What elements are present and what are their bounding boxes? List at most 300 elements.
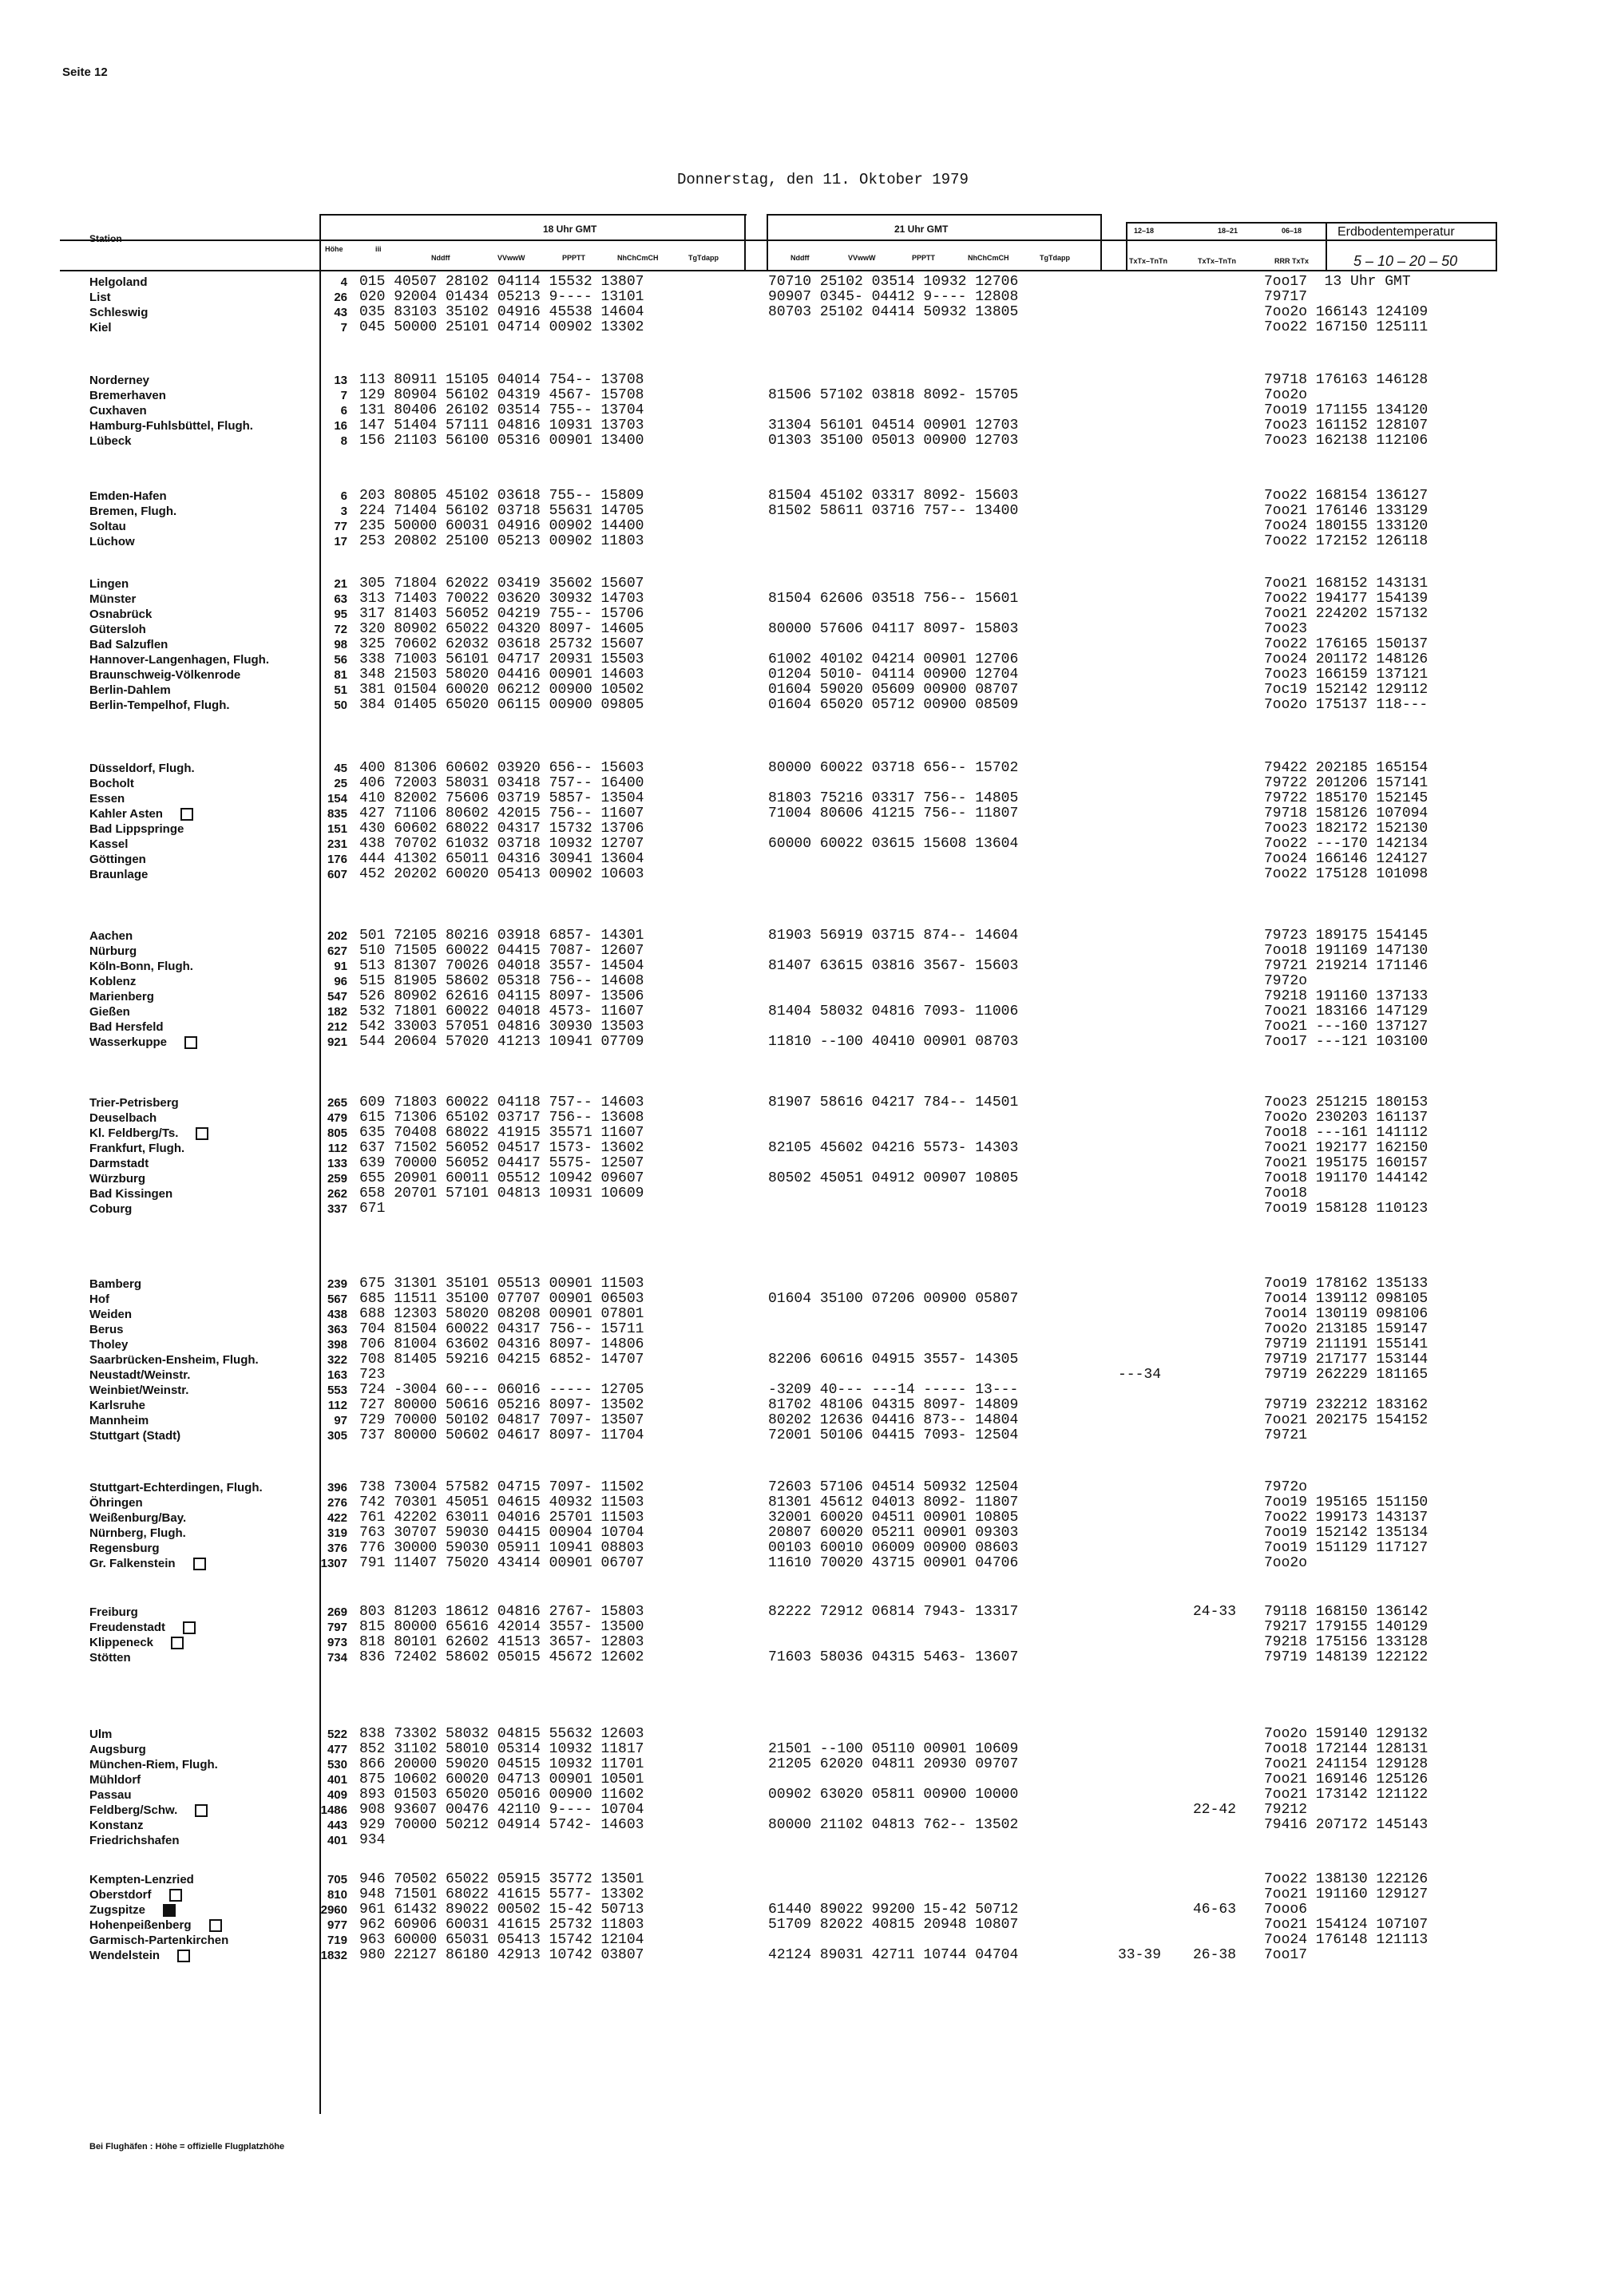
obs-21-gmt: 20807 60020 05211 00901 09303: [768, 1525, 1019, 1541]
obs-21-gmt: 81702 48106 04315 8097- 14809: [768, 1397, 1019, 1413]
obs-21-gmt: 01604 35100 07206 00900 05807: [768, 1291, 1019, 1307]
station-height: 376: [327, 1542, 347, 1555]
station-name: Karlsruhe: [89, 1399, 146, 1412]
station-name: Cuxhaven: [89, 404, 147, 418]
header-nddff: Nddff: [431, 254, 450, 262]
station-height: 95: [334, 608, 347, 621]
date-headline: Donnerstag, den 11. Oktober 1979: [677, 171, 969, 188]
obs-18-gmt: 639 70000 56052 04417 5575- 12507: [359, 1155, 644, 1171]
station-height: 607: [327, 868, 347, 881]
obs-18-gmt: 400 81306 60602 03920 656-- 15603: [359, 760, 644, 776]
max-min-12-18: 33-39: [1118, 1947, 1162, 1963]
ground-temperature: 7oc19 152142 129112: [1264, 682, 1429, 698]
obs-21-gmt: 11610 70020 43715 00901 04706: [768, 1555, 1019, 1571]
station-name: Essen: [89, 792, 125, 806]
obs-18-gmt: 317 81403 56052 04219 755-- 15706: [359, 606, 644, 622]
obs-18-gmt: 410 82002 75606 03719 5857- 13504: [359, 790, 644, 806]
header-tgtd-21: TgTdapp: [1040, 254, 1070, 262]
station-height: 810: [327, 1888, 347, 1902]
station-name: Weinbiet/Weinstr.: [89, 1384, 189, 1397]
obs-18-gmt: 866 20000 59020 04515 10932 11701: [359, 1756, 644, 1772]
station-height: 98: [334, 638, 347, 651]
mountain-station-marker-icon: [169, 1889, 182, 1902]
obs-18-gmt: 510 71505 60022 04415 7087- 12607: [359, 943, 644, 959]
obs-18-gmt: 836 72402 58602 05015 45672 12602: [359, 1649, 644, 1665]
station-height: 719: [327, 1934, 347, 1947]
obs-18-gmt: 035 83103 35102 04916 45538 14604: [359, 304, 644, 320]
ground-temperature: 7oo23 166159 137121: [1264, 667, 1429, 683]
obs-21-gmt: 90907 0345- 04412 9---- 12808: [768, 289, 1019, 305]
station-name: Hannover-Langenhagen, Flugh.: [89, 653, 270, 667]
station-name: Weiden: [89, 1308, 133, 1321]
station-height: 7: [340, 321, 347, 335]
obs-18-gmt: 156 21103 56100 05316 00901 13400: [359, 433, 644, 449]
obs-18-gmt: 980 22127 86180 42913 10742 03807: [359, 1947, 644, 1963]
obs-18-gmt: 526 80902 62616 04115 8097- 13506: [359, 988, 644, 1004]
station-name: Klippeneck: [89, 1635, 184, 1650]
ground-temperature: 7oo21 192177 162150: [1264, 1140, 1429, 1156]
ground-temperature: 79723 189175 154145: [1264, 928, 1429, 944]
ground-temperature: 7oo22 ---170 142134: [1264, 836, 1429, 852]
ground-temperature: 79718 176163 146128: [1264, 372, 1429, 388]
station-height: 112: [327, 1142, 347, 1155]
mountain-station-marker-icon: [195, 1804, 208, 1817]
station-name: Norderney: [89, 374, 150, 387]
station-height: 567: [327, 1292, 347, 1306]
station-name: Zugspitze: [89, 1902, 176, 1918]
ground-temperature: 7oo14 130119 098106: [1264, 1306, 1429, 1322]
obs-18-gmt: 635 70408 68022 41915 35571 11607: [359, 1125, 644, 1141]
station-height: 81: [334, 668, 347, 682]
station-height: 212: [327, 1020, 347, 1034]
header-18-uhr: 18 Uhr GMT: [543, 224, 597, 235]
station-name: Friedrichshafen: [89, 1834, 180, 1847]
page-number: Seite 12: [62, 65, 108, 79]
ground-temperature: 7oo18 191170 144142: [1264, 1170, 1429, 1186]
ground-temperature: 79422 202185 165154: [1264, 760, 1429, 776]
mountain-station-marker-icon: [184, 1036, 197, 1049]
station-height: 322: [327, 1353, 347, 1367]
obs-21-gmt: 21205 62020 04811 20930 09707: [768, 1756, 1019, 1772]
mountain-station-marker-icon: [177, 1950, 190, 1962]
max-min-18-21: 46-63: [1193, 1902, 1237, 1918]
station-height: 973: [327, 1636, 347, 1649]
mountain-station-marker-icon: [209, 1919, 222, 1932]
station-height: 182: [327, 1005, 347, 1019]
station-height: 401: [327, 1834, 347, 1847]
obs-21-gmt: 71004 80606 41215 756-- 11807: [768, 806, 1019, 821]
obs-21-gmt: 81502 58611 03716 757-- 13400: [768, 503, 1019, 519]
station-name: Ulm: [89, 1728, 113, 1741]
ground-temperature: 79717: [1264, 289, 1308, 305]
station-name: Bad Kissingen: [89, 1187, 173, 1201]
station-height: 363: [327, 1323, 347, 1336]
ground-temperature: 79722 185170 152145: [1264, 790, 1429, 806]
station-height: 25: [334, 777, 347, 790]
max-min-18-21: 22-42: [1193, 1802, 1237, 1818]
station-height: 50: [334, 699, 347, 712]
ground-temperature: 7oo21 183166 147129: [1264, 1004, 1429, 1019]
obs-21-gmt: 11810 --100 40410 00901 08703: [768, 1034, 1019, 1050]
station-name: Weißenburg/Bay.: [89, 1511, 187, 1525]
station-height: 6: [340, 489, 347, 503]
obs-18-gmt: 729 70000 50102 04817 7097- 13507: [359, 1412, 644, 1428]
obs-21-gmt: 61002 40102 04214 00901 12706: [768, 651, 1019, 667]
header-18-21: 18–21: [1218, 227, 1238, 235]
obs-21-gmt: 61440 89022 99200 15-42 50712: [768, 1902, 1019, 1918]
station-height: 231: [327, 837, 347, 851]
ground-temperature: 7oo2o 175137 118---: [1264, 697, 1429, 713]
station-height: 553: [327, 1384, 347, 1397]
station-name: Nürnberg, Flugh.: [89, 1526, 186, 1540]
ground-temperature: 7oo22 199173 143137: [1264, 1510, 1429, 1526]
ground-temperature: 7oo14 139112 098105: [1264, 1291, 1429, 1307]
column-divider: [1326, 222, 1327, 271]
station-height: 151: [327, 822, 347, 836]
station-name: Kahler Asten: [89, 806, 193, 821]
station-name: Nürburg: [89, 944, 137, 958]
station-name: Feldberg/Schw.: [89, 1803, 208, 1818]
station-name: Mannheim: [89, 1414, 149, 1427]
station-height: 2960: [320, 1903, 347, 1917]
station-name: Kl. Feldberg/Ts.: [89, 1126, 208, 1141]
station-name: Freiburg: [89, 1605, 138, 1619]
station-name: Oberstdorf: [89, 1887, 182, 1902]
obs-18-gmt: 609 71803 60022 04118 757-- 14603: [359, 1095, 644, 1110]
station-height: 921: [327, 1035, 347, 1049]
obs-18-gmt: 615 71306 65102 03717 756-- 13608: [359, 1110, 644, 1126]
ground-temperature: 79718 158126 107094: [1264, 806, 1429, 821]
station-name: Münster: [89, 592, 137, 606]
mountain-station-marker-icon: [183, 1621, 196, 1634]
station-name: Braunschweig-Völkenrode: [89, 668, 241, 682]
station-name: Marienberg: [89, 990, 154, 1004]
obs-21-gmt: 80703 25102 04414 50932 13805: [768, 304, 1019, 320]
obs-18-gmt: 655 20901 60011 05512 10942 09607: [359, 1170, 644, 1186]
column-divider: [1496, 222, 1497, 271]
obs-18-gmt: 131 80406 26102 03514 755-- 13704: [359, 402, 644, 418]
header-21-uhr: 21 Uhr GMT: [894, 224, 949, 235]
obs-18-gmt: 961 61432 89022 00502 15-42 50713: [359, 1902, 644, 1918]
max-min-18-21: 24-33: [1193, 1604, 1237, 1620]
obs-21-gmt: 01604 59020 05609 00900 08707: [768, 682, 1019, 698]
ground-temperature: 7oo21 224202 157132: [1264, 606, 1429, 622]
station-height: 522: [327, 1728, 347, 1741]
ground-temperature: 79118 168150 136142: [1264, 1604, 1429, 1620]
ground-temperature: 7oo24 180155 133120: [1264, 518, 1429, 534]
ground-temperature: 7ooo6: [1264, 1902, 1308, 1918]
obs-21-gmt: 51709 82022 40815 20948 10807: [768, 1917, 1019, 1933]
station-height: 1307: [320, 1557, 347, 1570]
ground-temperature: 79217 179155 140129: [1264, 1619, 1429, 1635]
obs-21-gmt: 81903 56919 03715 874-- 14604: [768, 928, 1019, 944]
station-height: 51: [334, 683, 347, 697]
obs-18-gmt: 708 81405 59216 04215 6852- 14707: [359, 1352, 644, 1368]
ground-temperature: 7oo22 194177 154139: [1264, 591, 1429, 607]
station-name: Augsburg: [89, 1743, 146, 1756]
obs-18-gmt: 430 60602 68022 04317 15732 13706: [359, 821, 644, 837]
station-name: Bremerhaven: [89, 389, 166, 402]
station-height: 4: [340, 275, 347, 289]
ground-temperature: 7oo23 251215 180153: [1264, 1095, 1429, 1110]
obs-18-gmt: 738 73004 57582 04715 7097- 11502: [359, 1479, 644, 1495]
station-height: 17: [334, 535, 347, 548]
ground-temperature: 79212: [1264, 1802, 1308, 1818]
obs-18-gmt: 946 70502 65022 05915 35772 13501: [359, 1871, 644, 1887]
ground-temperature: 7oo21 241154 129128: [1264, 1756, 1429, 1772]
obs-18-gmt: 671: [359, 1201, 386, 1217]
obs-21-gmt: 32001 60020 04511 00901 10805: [768, 1510, 1019, 1526]
station-height: 1486: [320, 1803, 347, 1817]
obs-18-gmt: 963 60000 65031 05413 15742 12104: [359, 1932, 644, 1948]
station-height: 6: [340, 404, 347, 418]
header-nddff-21: Nddff: [791, 254, 810, 262]
ground-temperature: 7oo17 13 Uhr GMT: [1264, 274, 1411, 290]
ground-temperature: 7972o: [1264, 973, 1308, 989]
ground-temperature: 7oo22 176165 150137: [1264, 636, 1429, 652]
station-height: 7: [340, 389, 347, 402]
obs-18-gmt: 838 73302 58032 04815 55632 12603: [359, 1726, 644, 1742]
ground-temperature: 7oo24 166146 124127: [1264, 851, 1429, 867]
header-wwww-21: VVwwW: [848, 254, 876, 262]
obs-18-gmt: 706 81004 63602 04316 8097- 14806: [359, 1336, 644, 1352]
ground-temperature: 79719 232212 183162: [1264, 1397, 1429, 1413]
obs-18-gmt: 015 40507 28102 04114 15532 13807: [359, 274, 644, 290]
ground-temperature: 7oo19 151129 117127: [1264, 1540, 1429, 1556]
station-name: Lüchow: [89, 535, 135, 548]
mountain-station-marker-icon: [180, 808, 193, 821]
station-height: 63: [334, 592, 347, 606]
ground-temperature: 7oo2o 230203 161137: [1264, 1110, 1429, 1126]
obs-21-gmt: 00902 63020 05811 00900 10000: [768, 1787, 1019, 1803]
obs-18-gmt: 313 71403 70022 03620 30932 14703: [359, 591, 644, 607]
station-name: Coburg: [89, 1202, 133, 1216]
station-name: Osnabrück: [89, 608, 153, 621]
station-name: Lingen: [89, 577, 129, 591]
obs-18-gmt: 542 33003 57051 04816 30930 13503: [359, 1019, 644, 1035]
station-height: 8: [340, 434, 347, 448]
obs-21-gmt: 81301 45612 04013 8092- 11807: [768, 1494, 1019, 1510]
obs-21-gmt: 00103 60010 06009 00900 08603: [768, 1540, 1019, 1556]
station-name: Koblenz: [89, 975, 137, 988]
station-name: Frankfurt, Flugh.: [89, 1142, 185, 1155]
obs-18-gmt: 532 71801 60022 04018 4573- 11607: [359, 1004, 644, 1019]
station-name: Köln-Bonn, Flugh.: [89, 960, 193, 973]
station-height: 72: [334, 623, 347, 636]
station-height: 401: [327, 1773, 347, 1787]
station-height: 627: [327, 944, 347, 958]
station-height: 479: [327, 1111, 347, 1125]
station-height: 16: [334, 419, 347, 433]
ground-temperature: 79416 207172 145143: [1264, 1817, 1429, 1833]
ground-temperature: 79218 191160 137133: [1264, 988, 1429, 1004]
obs-18-gmt: 501 72105 80216 03918 6857- 14301: [359, 928, 644, 944]
ground-temperature: 79722 201206 157141: [1264, 775, 1429, 791]
station-name: Bad Salzuflen: [89, 638, 168, 651]
station-name: Berus: [89, 1323, 124, 1336]
ground-temperature: 7oo19 152142 135134: [1264, 1525, 1429, 1541]
ground-temperature: 79719 262229 181165: [1264, 1367, 1429, 1383]
station-height: 259: [327, 1172, 347, 1186]
obs-18-gmt: 113 80911 15105 04014 754-- 13708: [359, 372, 644, 388]
ground-temperature: 7oo2o: [1264, 387, 1308, 403]
obs-18-gmt: 776 30000 59030 05911 10941 08803: [359, 1540, 644, 1556]
station-name: München-Riem, Flugh.: [89, 1758, 218, 1771]
obs-18-gmt: 515 81905 58602 05318 756-- 14608: [359, 973, 644, 989]
header-nh-21: NhChCmCH: [968, 254, 1009, 262]
obs-18-gmt: 305 71804 62022 03419 35602 15607: [359, 576, 644, 592]
obs-18-gmt: 791 11407 75020 43414 00901 06707: [359, 1555, 644, 1571]
station-height: 797: [327, 1621, 347, 1634]
obs-21-gmt: 01303 35100 05013 00900 12703: [768, 433, 1019, 449]
obs-18-gmt: 320 80902 65022 04320 8097- 14605: [359, 621, 644, 637]
station-name: Freudenstadt: [89, 1620, 196, 1635]
obs-18-gmt: 129 80904 56102 04319 4567- 15708: [359, 387, 644, 403]
obs-21-gmt: 81407 63615 03816 3567- 15603: [768, 958, 1019, 974]
ground-temperature: 7oo22 167150 125111: [1264, 319, 1429, 335]
obs-21-gmt: 21501 --100 05110 00901 10609: [768, 1741, 1019, 1757]
obs-21-gmt: 31304 56101 04514 00901 12703: [768, 418, 1019, 433]
header-rule-21: [767, 214, 1102, 216]
obs-18-gmt: 637 71502 56052 04517 1573- 13602: [359, 1140, 644, 1156]
mountain-station-marker-icon: [163, 1904, 176, 1917]
station-height: 26: [334, 291, 347, 304]
obs-18-gmt: 948 71501 68022 41615 5577- 13302: [359, 1886, 644, 1902]
ground-temperature: 7oo24 201172 148126: [1264, 651, 1429, 667]
header-rule-right: [1126, 222, 1497, 224]
station-name: Mühldorf: [89, 1773, 141, 1787]
station-height: 409: [327, 1788, 347, 1802]
mountain-station-marker-icon: [171, 1637, 184, 1649]
obs-21-gmt: 82105 45602 04216 5573- 14303: [768, 1140, 1019, 1156]
header-erdbodentemperatur: Erdbodentemperatur: [1337, 225, 1455, 239]
column-divider: [744, 214, 746, 271]
obs-18-gmt: 203 80805 45102 03618 755-- 15809: [359, 488, 644, 504]
station-name: Tholey: [89, 1338, 129, 1352]
station-height: 438: [327, 1308, 347, 1321]
header-rule-mid: [60, 239, 1497, 241]
station-name: Stuttgart-Echterdingen, Flugh.: [89, 1481, 263, 1494]
station-name: Bad Lippspringe: [89, 822, 184, 836]
station-name: Emden-Hafen: [89, 489, 167, 503]
station-height: 422: [327, 1511, 347, 1525]
header-depths: 5 – 10 – 20 – 50: [1353, 253, 1458, 269]
station-height: 443: [327, 1819, 347, 1832]
obs-18-gmt: 929 70000 50212 04914 5742- 14603: [359, 1817, 644, 1833]
ground-temperature: 79719 217177 153144: [1264, 1352, 1429, 1368]
station-name: Stuttgart (Stadt): [89, 1429, 181, 1443]
obs-18-gmt: 934: [359, 1832, 386, 1848]
station-name: Düsseldorf, Flugh.: [89, 762, 195, 775]
obs-18-gmt: 438 70702 61032 03718 10932 12707: [359, 836, 644, 852]
station-height: 269: [327, 1605, 347, 1619]
ground-temperature: 7oo21 154124 107107: [1264, 1917, 1429, 1933]
ground-temperature: 7oo19 158128 110123: [1264, 1201, 1429, 1217]
station-name: Deuselbach: [89, 1111, 157, 1125]
obs-18-gmt: 962 60906 60031 41615 25732 11803: [359, 1917, 644, 1933]
obs-21-gmt: 01604 65020 05712 00900 08509: [768, 697, 1019, 713]
station-name: Saarbrücken-Ensheim, Flugh.: [89, 1353, 259, 1367]
header-pppp: PPPTT: [562, 254, 586, 262]
ground-temperature: 7oo2o 213185 159147: [1264, 1321, 1429, 1337]
station-height: 13: [334, 374, 347, 387]
obs-18-gmt: 325 70602 62032 03618 25732 15607: [359, 636, 644, 652]
station-height: 396: [327, 1481, 347, 1494]
obs-21-gmt: 60000 60022 03615 15608 13604: [768, 836, 1019, 852]
ground-temperature: 7oo18: [1264, 1186, 1308, 1201]
station-name: Schleswig: [89, 306, 149, 319]
station-height: 337: [327, 1202, 347, 1216]
station-height: 202: [327, 929, 347, 943]
station-height: 163: [327, 1368, 347, 1382]
obs-18-gmt: 147 51404 57111 04816 10931 13703: [359, 418, 644, 433]
station-name: Hohenpeißenberg: [89, 1918, 222, 1933]
ground-temperature: 7oo21 ---160 137127: [1264, 1019, 1429, 1035]
ground-temperature: 7oo19 178162 135133: [1264, 1276, 1429, 1292]
ground-temperature: 7oo21 191160 129127: [1264, 1886, 1429, 1902]
ground-temperature: 79719 211191 155141: [1264, 1336, 1429, 1352]
station-height: 176: [327, 853, 347, 866]
station-height: 276: [327, 1496, 347, 1510]
station-name: Soltau: [89, 520, 126, 533]
ground-temperature: 7oo21 176146 133129: [1264, 503, 1429, 519]
station-name: Aachen: [89, 929, 133, 943]
obs-18-gmt: 452 20202 60020 05413 00902 10603: [359, 866, 644, 882]
station-height: 45: [334, 762, 347, 775]
obs-21-gmt: 81506 57102 03818 8092- 15705: [768, 387, 1019, 403]
station-name: Kiel: [89, 321, 112, 335]
ground-temperature: 79721: [1264, 1427, 1308, 1443]
station-name: Öhringen: [89, 1496, 143, 1510]
station-name: Wendelstein: [89, 1948, 190, 1963]
ground-temperature: 7oo22 172152 126118: [1264, 533, 1429, 549]
station-name: Gr. Falkenstein: [89, 1556, 206, 1571]
ground-temperature: 7oo22 175128 101098: [1264, 866, 1429, 882]
header-rule-18: [319, 214, 747, 216]
obs-18-gmt: 427 71106 80602 42015 756-- 11607: [359, 806, 644, 821]
obs-21-gmt: 81504 62606 03518 756-- 15601: [768, 591, 1019, 607]
obs-18-gmt: 658 20701 57101 04813 10931 10609: [359, 1186, 644, 1201]
header-rrr: RRR TxTx: [1274, 257, 1310, 265]
ground-temperature: 7oo24 176148 121113: [1264, 1932, 1429, 1948]
station-name: Bad Hersfeld: [89, 1020, 164, 1034]
station-name: Bremen, Flugh.: [89, 505, 177, 518]
station-name: Kempten-Lenzried: [89, 1873, 194, 1886]
obs-18-gmt: 742 70301 45051 04615 40932 11503: [359, 1494, 644, 1510]
obs-21-gmt: -3209 40--- ---14 ----- 13---: [768, 1382, 1019, 1398]
ground-temperature: 7oo18 ---161 141112: [1264, 1125, 1429, 1141]
station-height: 305: [327, 1429, 347, 1443]
obs-21-gmt: 71603 58036 04315 5463- 13607: [768, 1649, 1019, 1665]
column-divider: [1100, 214, 1102, 271]
obs-21-gmt: 80202 12636 04416 873-- 14804: [768, 1412, 1019, 1428]
obs-21-gmt: 01204 5010- 04114 00900 12704: [768, 667, 1019, 683]
obs-18-gmt: 723: [359, 1367, 386, 1383]
station-height: 477: [327, 1743, 347, 1756]
station-name: Konstanz: [89, 1819, 144, 1832]
obs-18-gmt: 688 12303 58020 08208 00901 07801: [359, 1306, 644, 1322]
ground-temperature: 79721 219214 171146: [1264, 958, 1429, 974]
obs-18-gmt: 818 80101 62602 41513 3657- 12803: [359, 1634, 644, 1650]
obs-18-gmt: 893 01503 65020 05016 00900 11602: [359, 1787, 644, 1803]
obs-18-gmt: 224 71404 56102 03718 55631 14705: [359, 503, 644, 519]
max-min-18-21: 26-38: [1193, 1947, 1237, 1963]
obs-21-gmt: 80000 21102 04813 762-- 13502: [768, 1817, 1019, 1833]
ground-temperature: 7oo21 168152 143131: [1264, 576, 1429, 592]
station-name: Hamburg-Fuhlsbüttel, Flugh.: [89, 419, 253, 433]
station-name: Neustadt/Weinstr.: [89, 1368, 191, 1382]
obs-18-gmt: 381 01504 60020 06212 00900 10502: [359, 682, 644, 698]
